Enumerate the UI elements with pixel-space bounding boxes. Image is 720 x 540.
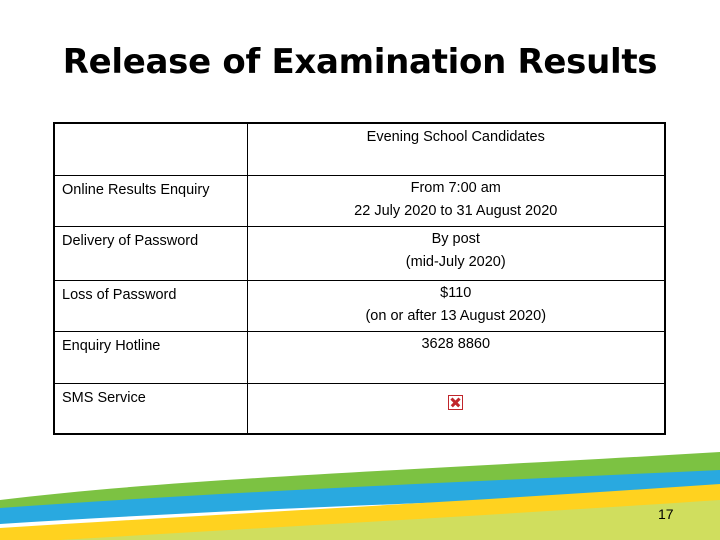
results-table (53, 122, 666, 435)
table-row (54, 175, 665, 226)
cross-mark-icon (448, 395, 463, 410)
value-line: (on or after 13 August 2020) (365, 307, 547, 324)
row-value (247, 383, 665, 434)
value-line: (mid-July 2020) (405, 253, 506, 270)
row-label: Delivery of Password (54, 226, 247, 280)
table-row (54, 383, 665, 434)
value-line: $110 (440, 284, 472, 301)
row-label: Loss of Password (54, 280, 247, 331)
column-header-evening: Evening School Candidates (247, 123, 665, 175)
row-label: Enquiry Hotline (54, 331, 247, 383)
value-line: From 7:00 am (410, 179, 501, 196)
row-label: Online Results Enquiry (54, 175, 247, 226)
value-line: 3628 8860 (421, 335, 491, 352)
table-row (54, 280, 665, 331)
table-row (54, 226, 665, 280)
value-line: 22 July 2020 to 31 August 2020 (354, 202, 558, 219)
row-value (247, 331, 665, 383)
row-value (247, 226, 665, 280)
row-value (247, 280, 665, 331)
slide-title: Release of Examination Results (62, 42, 658, 82)
table-row (54, 331, 665, 383)
decorative-swoosh (0, 440, 720, 540)
row-label: SMS Service (54, 383, 247, 434)
page-number: 17 (658, 506, 674, 522)
row-value (247, 175, 665, 226)
value-line: By post (431, 230, 480, 247)
table-header-row (54, 123, 665, 175)
table-corner-cell (54, 123, 247, 175)
